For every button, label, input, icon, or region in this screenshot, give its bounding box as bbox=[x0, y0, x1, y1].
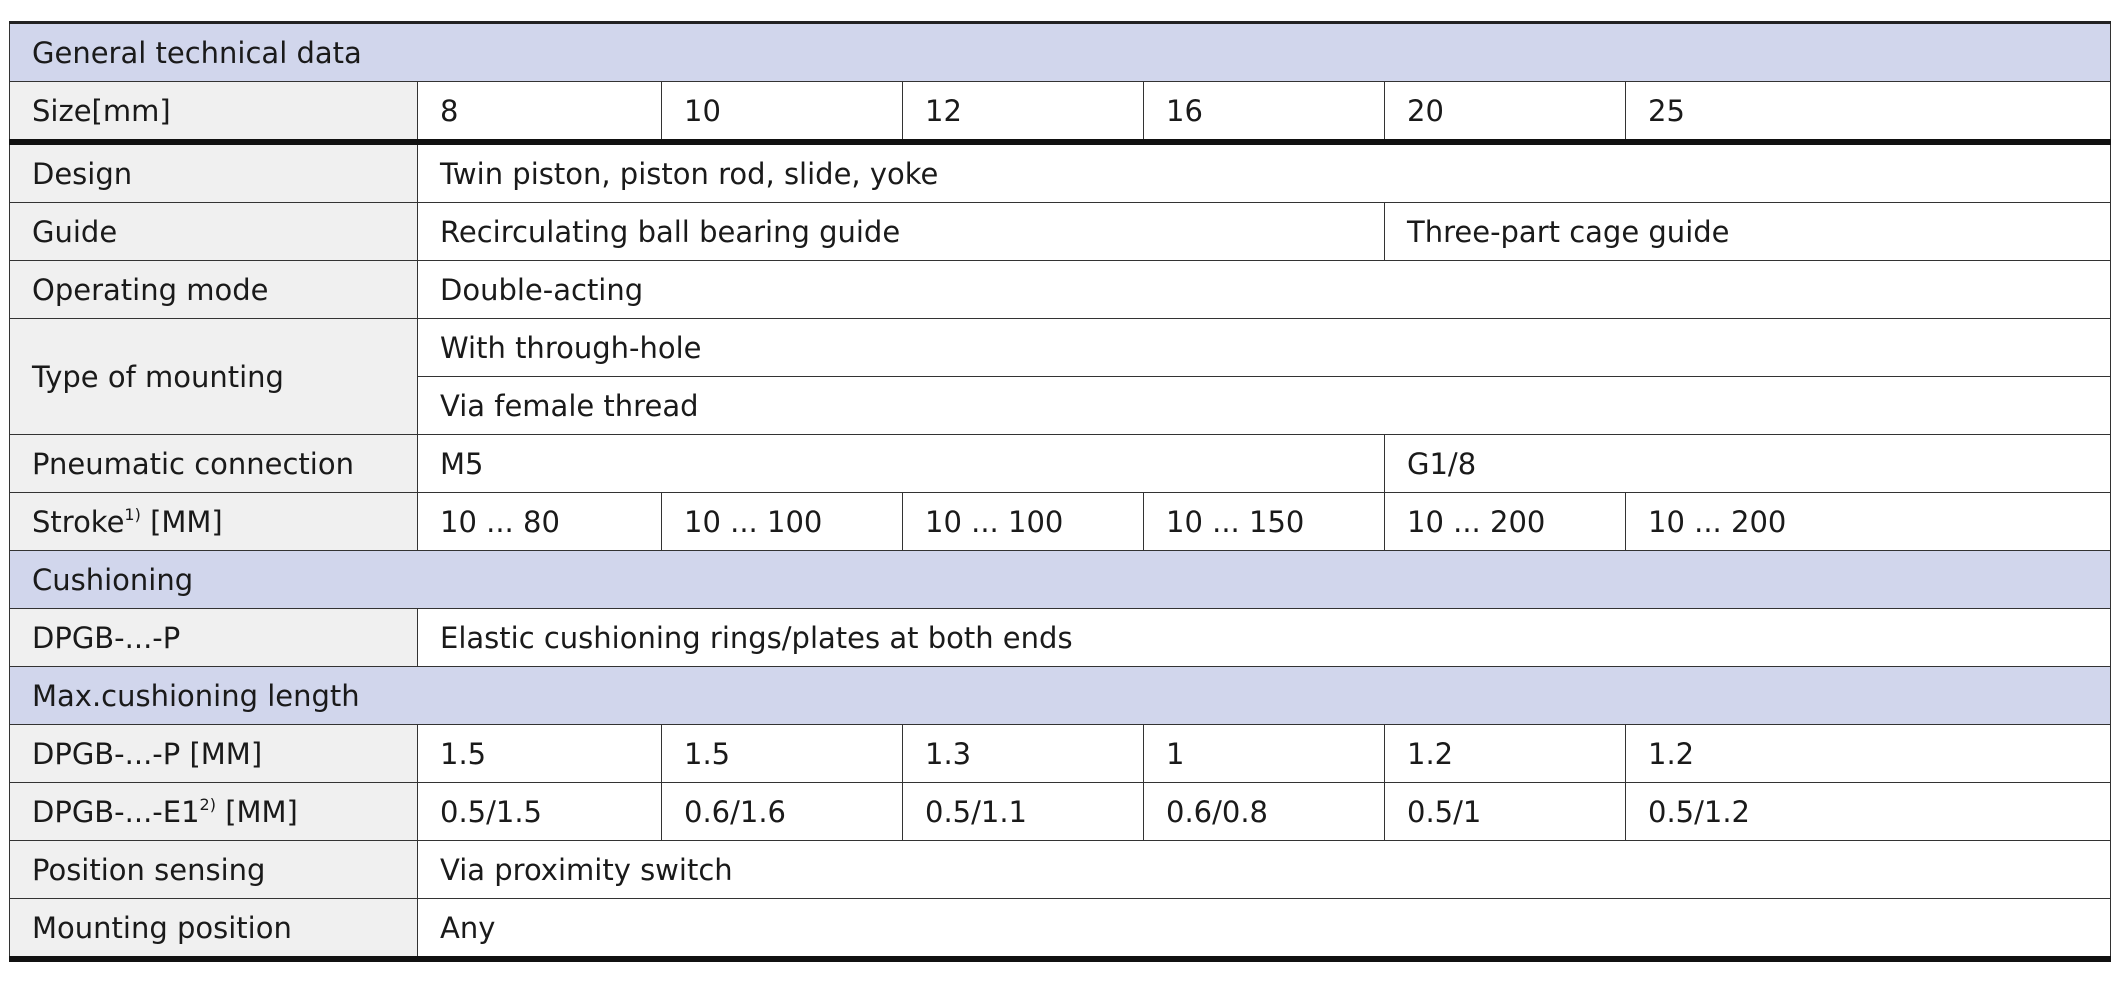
table-row-mounting-1 bbox=[10, 319, 2111, 377]
dpgb-e1-mm-cell: 0.5/1 bbox=[1385, 783, 1626, 841]
technical-data-table bbox=[9, 21, 2111, 962]
row-label-dpgb-e1-mm bbox=[10, 783, 418, 841]
dpgb-p-mm-cell: 1 bbox=[1144, 725, 1385, 783]
table-row-design bbox=[10, 142, 2111, 203]
table-row-dpgb-p bbox=[10, 609, 2111, 667]
dpgb-p-mm-cell: 1.2 bbox=[1626, 725, 2111, 783]
section-header-max-cushioning: Max.cushioning length bbox=[10, 667, 2111, 725]
stroke-footnote: 1) bbox=[124, 504, 141, 524]
section-header-general: General technical data bbox=[10, 23, 2111, 82]
row-label-pneumatic: Pneumatic connection bbox=[10, 435, 418, 493]
size-cell: 12 bbox=[903, 82, 1144, 143]
size-cell: 16 bbox=[1144, 82, 1385, 143]
technical-data-table-container bbox=[9, 21, 2110, 962]
stroke-cell: 10 ... 200 bbox=[1626, 493, 2111, 551]
section-row-general bbox=[10, 23, 2111, 82]
row-label-guide: Guide bbox=[10, 203, 418, 261]
size-cell: 8 bbox=[418, 82, 662, 143]
position-sensing-value: Via proximity switch bbox=[418, 841, 2111, 899]
mounting-position-value: Any bbox=[418, 899, 2111, 960]
stroke-cell: 10 ... 80 bbox=[418, 493, 662, 551]
row-label-mounting-position: Mounting position bbox=[10, 899, 418, 960]
size-cell: 10 bbox=[662, 82, 903, 143]
row-label-stroke bbox=[10, 493, 418, 551]
guide-value-b: Three-part cage guide bbox=[1385, 203, 2111, 261]
row-label-design: Design bbox=[10, 142, 418, 203]
table-row-mounting-position bbox=[10, 899, 2111, 960]
row-label-dpgb-p-mm: DPGB-...-P [MM] bbox=[10, 725, 418, 783]
dpgb-p-value: Elastic cushioning rings/plates at both ends bbox=[418, 609, 2111, 667]
row-label-dpgb-p: DPGB-...-P bbox=[10, 609, 418, 667]
dpgb-e1-mm-cell: 0.6/0.8 bbox=[1144, 783, 1385, 841]
dpgb-e1-mm-cell: 0.6/1.6 bbox=[662, 783, 903, 841]
guide-value-a: Recirculating ball bearing guide bbox=[418, 203, 1385, 261]
size-cell: 20 bbox=[1385, 82, 1626, 143]
design-value: Twin piston, piston rod, slide, yoke bbox=[418, 142, 2111, 203]
stroke-label-text: Stroke bbox=[32, 504, 125, 539]
section-header-cushioning: Cushioning bbox=[10, 551, 2111, 609]
table-row-dpgb-p-mm bbox=[10, 725, 2111, 783]
dpgb-p-mm-cell: 1.3 bbox=[903, 725, 1144, 783]
row-label-size: Size[mm] bbox=[10, 82, 418, 143]
dpgb-p-mm-cell: 1.2 bbox=[1385, 725, 1626, 783]
row-label-operating-mode: Operating mode bbox=[10, 261, 418, 319]
operating-mode-value: Double-acting bbox=[418, 261, 2111, 319]
dpgb-e1-label-text: DPGB-...-E1 bbox=[32, 794, 200, 829]
table-row-size bbox=[10, 82, 2111, 143]
section-row-cushioning bbox=[10, 551, 2111, 609]
dpgb-e1-mm-cell: 0.5/1.2 bbox=[1626, 783, 2111, 841]
table-row-stroke bbox=[10, 493, 2111, 551]
stroke-cell: 10 ... 100 bbox=[903, 493, 1144, 551]
stroke-cell: 10 ... 100 bbox=[662, 493, 903, 551]
mounting-value-2: Via female thread bbox=[418, 377, 2111, 435]
table-row-position-sensing bbox=[10, 841, 2111, 899]
stroke-unit: [MM] bbox=[150, 504, 223, 539]
pneumatic-value-a: M5 bbox=[418, 435, 1385, 493]
dpgb-e1-mm-cell: 0.5/1.1 bbox=[903, 783, 1144, 841]
dpgb-p-mm-cell: 1.5 bbox=[418, 725, 662, 783]
stroke-cell: 10 ... 200 bbox=[1385, 493, 1626, 551]
table-row-pneumatic bbox=[10, 435, 2111, 493]
dpgb-e1-footnote: 2) bbox=[199, 794, 216, 814]
dpgb-p-mm-cell: 1.5 bbox=[662, 725, 903, 783]
table-row-guide bbox=[10, 203, 2111, 261]
size-cell: 25 bbox=[1626, 82, 2111, 143]
table-row-dpgb-e1-mm bbox=[10, 783, 2111, 841]
dpgb-e1-unit: [MM] bbox=[225, 794, 298, 829]
dpgb-e1-mm-cell: 0.5/1.5 bbox=[418, 783, 662, 841]
stroke-cell: 10 ... 150 bbox=[1144, 493, 1385, 551]
mounting-value-1: With through-hole bbox=[418, 319, 2111, 377]
pneumatic-value-b: G1/8 bbox=[1385, 435, 2111, 493]
row-label-position-sensing: Position sensing bbox=[10, 841, 418, 899]
row-label-mounting: Type of mounting bbox=[10, 319, 418, 435]
section-row-max-cushioning bbox=[10, 667, 2111, 725]
table-row-operating-mode bbox=[10, 261, 2111, 319]
